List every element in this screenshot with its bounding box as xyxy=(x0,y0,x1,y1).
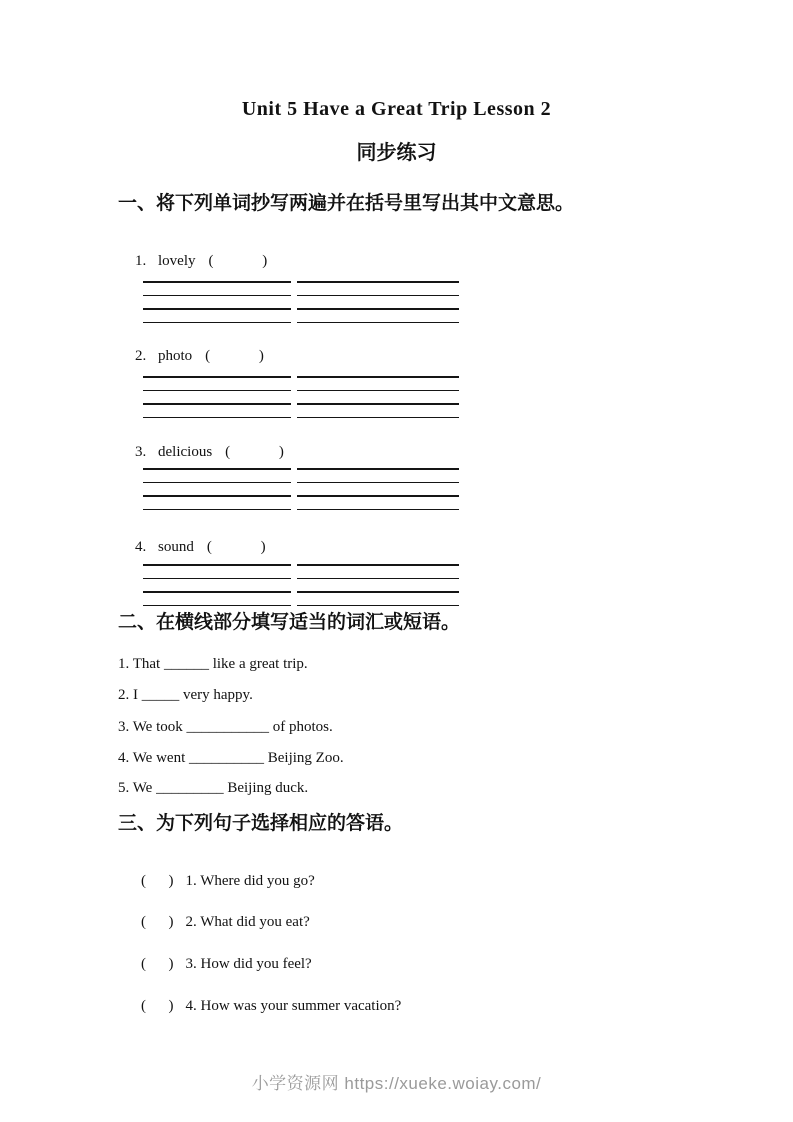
question-text: 2. What did you eat? xyxy=(185,914,310,930)
fill-sentence-4: 4. We went __________ Beijing Zoo. xyxy=(118,750,344,766)
item-2-number: 2. xyxy=(135,348,147,364)
writing-line xyxy=(143,509,291,511)
question-text: 4. How was your summer vacation? xyxy=(185,998,402,1014)
writing-column-left xyxy=(143,281,291,335)
match-question-3 xyxy=(126,942,312,987)
page-subtitle: 同步练习 xyxy=(356,142,437,164)
section1-heading: 一、将下列单词抄写两遍并在括号里写出其中文意思。 xyxy=(118,193,575,214)
footer-watermark: 小学资源网 https://xueke.woiay.com/ xyxy=(251,1074,542,1093)
question-text: 3. How did you feel? xyxy=(185,956,312,972)
writing-line xyxy=(297,281,459,283)
writing-grid-1 xyxy=(143,281,459,335)
writing-line xyxy=(143,376,291,378)
fill-sentence-3: 3. We took ___________ of photos. xyxy=(118,719,333,735)
writing-line xyxy=(297,390,459,392)
writing-line xyxy=(297,482,459,484)
writing-line xyxy=(143,578,291,580)
writing-line xyxy=(143,591,291,593)
fill-sentence-2: 2. I _____ very happy. xyxy=(118,687,253,703)
writing-line xyxy=(297,417,459,419)
item-1-word: lovely xyxy=(158,253,196,269)
item-4-brackets: ( ) xyxy=(206,539,266,555)
writing-grid-4 xyxy=(143,564,459,618)
answer-brackets: ( ) xyxy=(141,873,174,889)
writing-line xyxy=(143,564,291,566)
writing-line xyxy=(143,295,291,297)
item-3-word: delicious xyxy=(158,444,213,460)
fill-sentence-5: 5. We _________ Beijing duck. xyxy=(118,780,309,796)
writing-line xyxy=(297,403,459,405)
item-1-number: 1. xyxy=(135,253,147,269)
writing-line xyxy=(143,495,291,497)
writing-grid-2 xyxy=(143,376,459,430)
writing-line xyxy=(143,308,291,310)
item-2-brackets: ( ) xyxy=(205,348,264,364)
writing-line xyxy=(297,591,459,593)
writing-line xyxy=(297,468,459,470)
writing-line xyxy=(297,295,459,297)
page-title: Unit 5 Have a Great Trip Lesson 2 xyxy=(241,98,552,120)
writing-line xyxy=(297,605,459,607)
item-4-number: 4. xyxy=(135,539,147,555)
word-item-1 xyxy=(120,239,267,284)
writing-column-left xyxy=(143,376,291,430)
writing-line xyxy=(297,509,459,511)
answer-brackets: ( ) xyxy=(141,914,174,930)
answer-brackets: ( ) xyxy=(141,998,174,1014)
section2-heading: 二、在横线部分填写适当的词汇或短语。 xyxy=(118,612,461,633)
writing-column-left xyxy=(143,564,291,618)
writing-line xyxy=(297,495,459,497)
match-question-4 xyxy=(126,984,401,1029)
writing-line xyxy=(297,376,459,378)
writing-grid-3 xyxy=(143,468,459,522)
answer-brackets: ( ) xyxy=(141,956,174,972)
writing-column-right xyxy=(297,468,459,522)
item-2-word: photo xyxy=(158,348,193,364)
writing-line xyxy=(297,564,459,566)
item-1-brackets: ( ) xyxy=(208,253,268,269)
writing-column-right xyxy=(297,564,459,618)
writing-line xyxy=(143,605,291,607)
writing-line xyxy=(297,308,459,310)
writing-column-right xyxy=(297,376,459,430)
section3-heading: 三、为下列句子选择相应的答语。 xyxy=(118,813,404,834)
writing-line xyxy=(143,322,291,324)
item-4-word: sound xyxy=(158,539,194,555)
question-text: 1. Where did you go? xyxy=(185,873,315,889)
writing-line xyxy=(143,417,291,419)
writing-line xyxy=(143,390,291,392)
writing-line xyxy=(297,322,459,324)
writing-line xyxy=(143,403,291,405)
item-3-brackets: ( ) xyxy=(225,444,284,460)
writing-line xyxy=(143,468,291,470)
writing-column-right xyxy=(297,281,459,335)
writing-column-left xyxy=(143,468,291,522)
fill-sentence-1: 1. That ______ like a great trip. xyxy=(118,656,308,672)
match-question-1 xyxy=(126,859,315,904)
writing-line xyxy=(297,578,459,580)
match-question-2 xyxy=(126,900,310,945)
item-3-number: 3. xyxy=(135,444,147,460)
writing-line xyxy=(143,482,291,484)
word-item-2 xyxy=(120,334,264,379)
writing-line xyxy=(143,281,291,283)
